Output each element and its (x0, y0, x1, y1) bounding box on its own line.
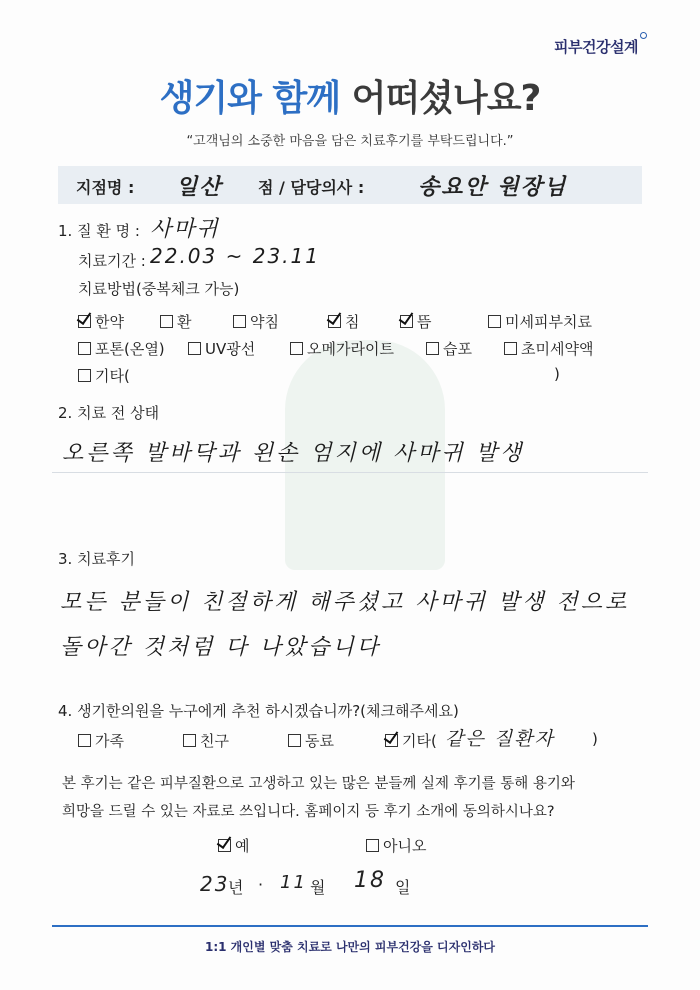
branch-suffix-label: 점 / 담당의사 : (258, 178, 365, 197)
date-day[interactable]: 18 (354, 868, 386, 893)
checkbox-icon[interactable] (78, 369, 91, 382)
divider (52, 472, 648, 473)
disease-label: 1. 질 환 명 : (58, 222, 140, 240)
date-year[interactable]: 23 (200, 872, 230, 896)
option-moxibustion[interactable]: 뜸 (400, 311, 432, 332)
recommend-family[interactable]: 가족 (78, 730, 124, 751)
section2-label: 2. 치료 전 상태 (58, 404, 160, 422)
option-pill[interactable]: 환 (160, 311, 192, 332)
consent-no[interactable]: 아니오 (366, 835, 426, 856)
brand-text: 피부건강설계 (554, 38, 638, 56)
option-uv[interactable]: UV광선 (188, 338, 255, 359)
section4-label: 4. 생기한의원을 누구에게 추천 하시겠습니까?(체크해주세요) (58, 702, 459, 720)
recommend-colleague[interactable]: 동료 (288, 730, 334, 751)
title-part2: 어떠셨나요? (351, 78, 541, 119)
brand-dot-icon (640, 32, 647, 39)
checkbox-icon[interactable] (426, 342, 439, 355)
recommend-other[interactable]: 기타( (385, 730, 437, 751)
date-separator: · (258, 875, 264, 894)
page-title (0, 70, 700, 121)
recommend-other-close: ) (592, 730, 598, 748)
option-omega-light[interactable]: 오메가라이트 (290, 338, 394, 359)
checkbox-icon[interactable] (400, 315, 413, 328)
date-day-label: 일 (395, 878, 411, 897)
doctor-value[interactable]: 송요안 원장님 (418, 175, 568, 200)
footer-slogan: 1:1 개인별 맞춤 치료로 나만의 피부건강을 디자인하다 (205, 940, 495, 954)
option-acupuncture[interactable]: 침 (328, 311, 360, 332)
section3-label: 3. 치료후기 (58, 550, 136, 568)
checkbox-icon[interactable] (385, 734, 398, 747)
checkbox-icon[interactable] (233, 315, 246, 328)
checkbox-icon[interactable] (218, 839, 231, 852)
date-month[interactable]: 11 (280, 872, 307, 893)
review-line-2[interactable]: 돌아간 것처럼 다 나았습니다 (60, 635, 382, 660)
footer-divider (52, 925, 648, 927)
checkbox-icon[interactable] (78, 315, 91, 328)
checkbox-icon[interactable] (504, 342, 517, 355)
branch-label: 지점명 : (76, 178, 135, 197)
consent-yes[interactable]: 예 (218, 835, 250, 856)
option-ultra-fine[interactable]: 초미세약액 (504, 338, 593, 359)
checkbox-icon[interactable] (290, 342, 303, 355)
consent-line-1: 본 후기는 같은 피부질환으로 고생하고 있는 많은 분들께 실제 후기를 통해 용기와 (62, 776, 575, 792)
period-label: 치료기간 : (78, 252, 146, 270)
option-pharmacopuncture[interactable]: 약침 (233, 311, 279, 332)
checkbox-icon[interactable] (78, 734, 91, 747)
option-micro-skin[interactable]: 미세피부치료 (488, 311, 592, 332)
date-year-label: 년 (228, 878, 244, 897)
checkbox-icon[interactable] (183, 734, 196, 747)
checkbox-icon[interactable] (160, 315, 173, 328)
checkbox-icon[interactable] (366, 839, 379, 852)
checkbox-icon[interactable] (78, 342, 91, 355)
checkbox-icon[interactable] (188, 342, 201, 355)
option-compress[interactable]: 습포 (426, 338, 472, 359)
title-part1: 생기와 함께 (159, 78, 341, 119)
recommend-friend[interactable]: 친구 (183, 730, 229, 751)
disease-value[interactable]: 사마귀 (150, 217, 220, 242)
option-other[interactable]: 기타( (78, 365, 130, 386)
review-line-1[interactable]: 모든 분들이 친절하게 해주셨고 사마귀 발생 전으로 (60, 590, 630, 615)
checkbox-icon[interactable] (488, 315, 501, 328)
option-herbal[interactable]: 한약 (78, 311, 124, 332)
before-status-text[interactable]: 오른쪽 발바닥과 왼손 엄지에 사마귀 발생 (62, 441, 525, 466)
method-label: 치료방법(중복체크 가능) (78, 280, 240, 298)
period-value[interactable]: 22.03 ~ 23.11 (150, 244, 320, 268)
consent-line-2: 희망을 드릴 수 있는 자료로 쓰입니다. 홈페이지 등 후기 소개에 동의하시나요? (62, 804, 555, 820)
date-month-label: 월 (310, 878, 326, 897)
checkbox-icon[interactable] (328, 315, 341, 328)
page-subtitle: “고객님의 소중한 마음을 담은 치료후기를 부탁드립니다.” (186, 134, 514, 149)
brand-logo (554, 36, 638, 57)
info-bar (58, 166, 642, 204)
option-photon[interactable]: 포톤(온열) (78, 338, 165, 359)
option-other-close: ) (554, 365, 560, 383)
branch-value[interactable]: 일산 (176, 175, 223, 200)
recommend-other-value[interactable]: 같은 질환자 (445, 728, 555, 750)
checkbox-icon[interactable] (288, 734, 301, 747)
